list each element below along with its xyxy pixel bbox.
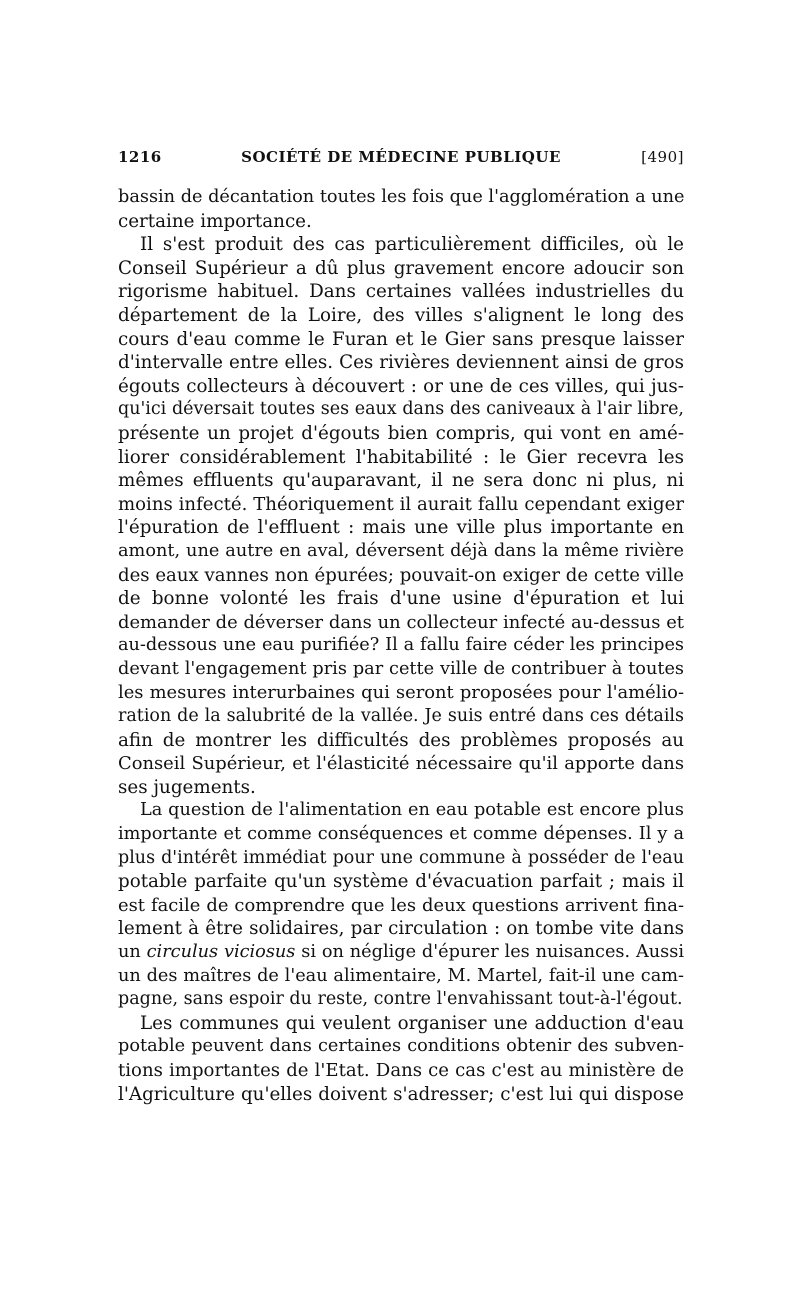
text-line: devant l'engagement pris par cette ville de contribuer à toutes [118,658,684,679]
running-title: SOCIÉTÉ DE MÉDECINE PUBLIQUE [241,148,561,166]
text-line: bassin de décantation toutes les fois que l'agglomération a une [118,187,685,207]
text-line: présente un projet d'égouts bien compris, qui vont en amé- [118,422,684,444]
text-line: l'épuration de l'effluent : mais une ville plus importante en [118,517,684,539]
text-line: est facile de comprendre que les deux questions arrivent fina- [118,894,684,916]
body-text [118,186,684,1106]
text-line: certaine importance. [118,210,312,232]
text-line: cours d'eau comme le Furan et le Gier sans presque laisser [118,328,684,350]
text-line: afin de montrer les difficultés des problèmes proposés au [118,729,684,751]
text-line: demander de déverser dans un collecteur infecté au-dessus et [118,611,684,633]
text-line: les mesures interurbaines qui seront proposées pour l'amélio- [118,682,684,704]
text-line: l'Agriculture qu'elles doivent s'adresser; c'est lui qui dispose [118,1083,684,1105]
page-reference: [490] [641,148,684,166]
text-line: Il s'est produit des cas particulièrement difficiles, où le [140,234,684,256]
text-line: ses jugements. [118,776,256,798]
text-line: potable parfaite qu'un système d'évacuation parfait ; mais il [118,871,684,893]
text-line [118,941,684,965]
text-line: moins infecté. Théoriquement il aurait fallu cependant exiger [118,493,684,515]
text-line: un des maîtres de l'eau alimentaire, M. Martel, fait-il une cam- [118,965,684,986]
text-line: qu'ici déversait toutes ses eaux dans des caniveaux à l'air libre, [118,399,684,420]
text-line: lement à être solidaires, par circulation : on tombe vite dans [118,918,684,940]
text-line: Conseil Supérieur a dû plus gravement encore adoucir son [118,257,684,279]
text-line: liorer considérablement l'habitabilité : le Gier recevra les [118,446,684,468]
text-line: égouts collecteurs à découvert : or une de ces villes, qui jus- [118,375,684,397]
text-line: des eaux vannes non épurées; pouvait-on exiger de cette ville [118,564,684,586]
text-line: Conseil Supérieur, et l'élasticité nécessaire qu'il apporte dans [118,753,684,775]
text-line: tions importantes de l'Etat. Dans ce cas c'est au ministère de [118,1059,684,1081]
text-line: rigorisme habituel. Dans certaines vallées industrielles du [118,281,684,303]
text-line: amont, une autre en aval, déversent déjà dans la même rivière [118,540,684,561]
text-line: importante et comme conséquences et comme dépenses. Il y a [118,824,684,845]
text-fragment: un [118,942,147,962]
text-line: d'intervalle entre elles. Ces rivières deviennent ainsi de gros [118,352,684,374]
text-line: de bonne volonté les frais d'une usine d'épuration et lui [118,588,684,610]
text-line: mêmes effluents qu'auparavant, il ne sera donc ni plus, ni [118,470,684,492]
text-line: Les communes qui veulent organiser une adduction d'eau [140,1012,684,1034]
italic-phrase: circulus viciosus [146,942,296,962]
text-fragment: si on néglige d'épurer les nuisances. Aussi [295,942,684,962]
text-line: département de la Loire, des villes s'alignent le long des [118,304,684,326]
page-number: 1216 [118,148,162,166]
text-line: pagne, sans espoir du reste, contre l'envahissant tout-à-l'égout. [118,989,683,1010]
text-line: ration de la salubrité de la vallée. Je suis entré dans ces détails [118,706,684,727]
text-line: au-dessous une eau purifiée? Il a fallu faire céder les principes [118,635,684,656]
running-header [118,148,684,172]
text-line: potable peuvent dans certaines conditions obtenir des subven- [118,1036,684,1057]
text-line: plus d'intérêt immédiat pour une commune à posséder de l'eau [118,847,684,868]
text-line: La question de l'alimentation en eau potable est encore plus [140,800,684,821]
